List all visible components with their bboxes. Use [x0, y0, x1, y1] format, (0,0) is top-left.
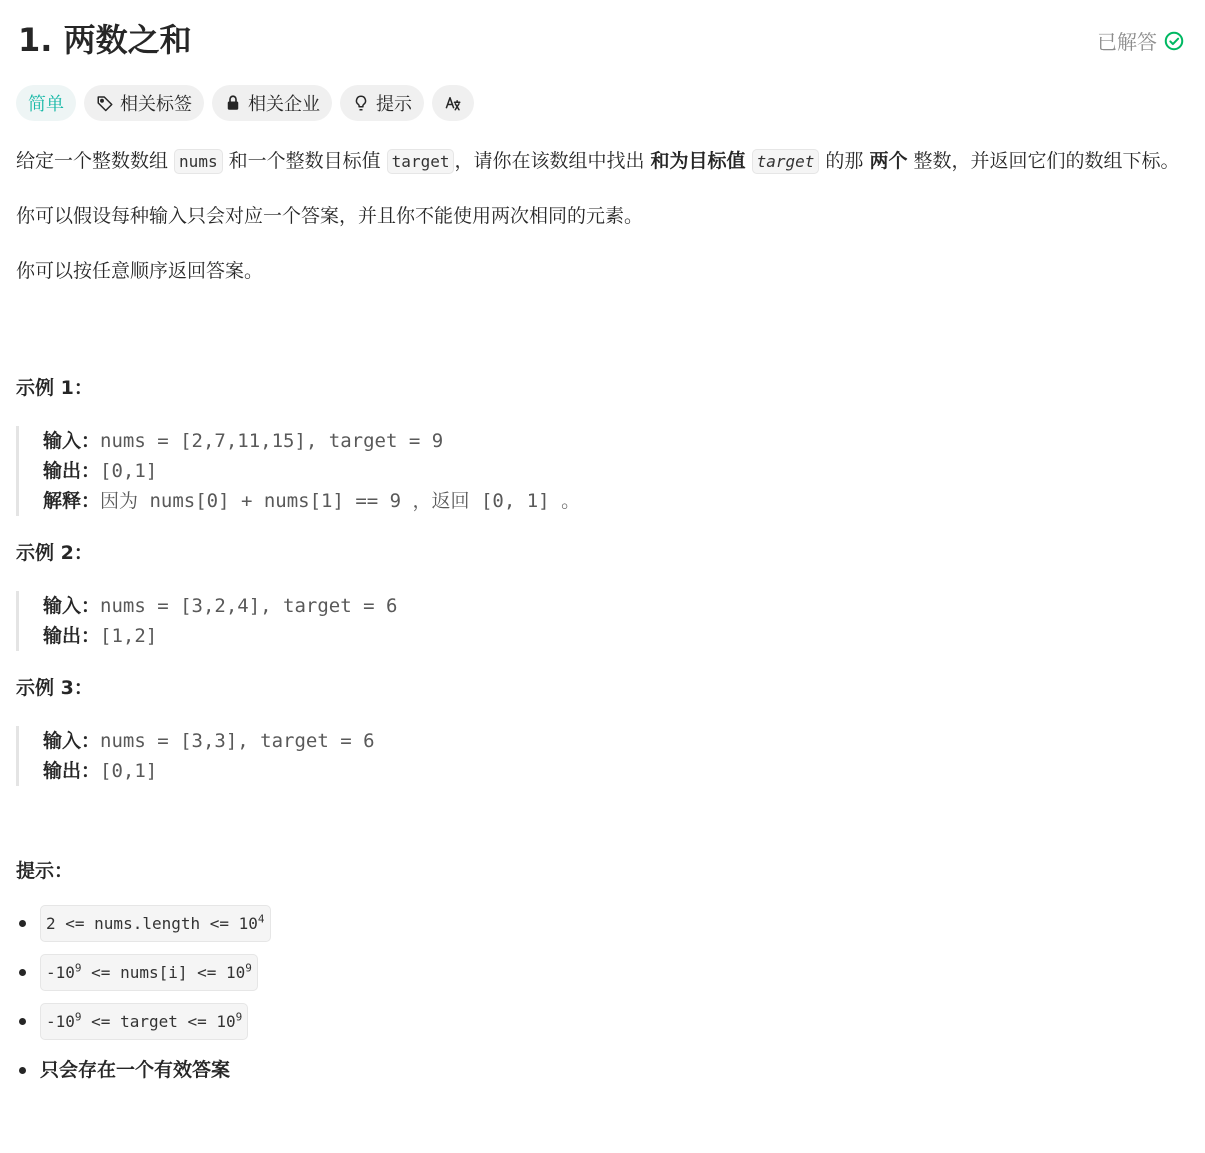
example-explanation-line	[43, 486, 1186, 516]
related-topics-label: 相关标签	[120, 94, 192, 115]
input-label: 输入：	[43, 730, 101, 752]
constraint-code	[40, 905, 271, 942]
input-value: nums = [3,3], target = 6	[100, 730, 375, 752]
code-nums: nums	[174, 149, 223, 174]
related-companies-label: 相关企业	[248, 94, 320, 115]
input-value: nums = [3,2,4], target = 6	[100, 595, 398, 617]
desc-text: 整数，并返回它们的数组下标。	[907, 150, 1180, 172]
input-label: 输入：	[43, 595, 101, 617]
problem-content	[16, 146, 1186, 1103]
input-label: 输入：	[43, 430, 101, 452]
hint-button[interactable]	[340, 85, 424, 121]
example-2	[16, 591, 1186, 651]
explanation-value: 因为 nums[0] + nums[1] == 9 ，返回 [0, 1] 。	[100, 490, 581, 512]
explanation-label: 解释：	[43, 490, 101, 512]
constraint-bold-text: 只会存在一个有效答案	[40, 1059, 231, 1081]
example-input-line	[43, 726, 1186, 756]
translate-icon	[444, 94, 462, 112]
constraint-item	[16, 1054, 1186, 1087]
constraint-text: <= target <= 10	[81, 1012, 236, 1031]
desc-text: 给定一个整数数组	[16, 150, 175, 172]
example-output-line	[43, 456, 1186, 486]
example-1	[16, 426, 1186, 516]
constraint-exponent: 9	[245, 961, 252, 975]
solved-label: 已解答	[1097, 30, 1157, 54]
difficulty-label: 简单	[28, 94, 64, 115]
constraint-code	[40, 954, 258, 991]
code-target: target	[387, 149, 455, 174]
constraint-item	[16, 1005, 1186, 1038]
output-label: 输出：	[43, 625, 101, 647]
output-label: 输出：	[43, 760, 101, 782]
example-1-title: 示例 1：	[16, 377, 93, 399]
example-input-line	[43, 426, 1186, 456]
tag-icon	[96, 94, 114, 112]
constraint-exponent: 9	[74, 1010, 82, 1024]
example-2-title: 示例 2：	[16, 542, 93, 564]
lock-icon	[224, 94, 242, 112]
constraint-item	[16, 907, 1186, 940]
code-target-italic: target	[752, 149, 820, 174]
description-paragraph-1	[16, 146, 1186, 177]
input-value: nums = [2,7,11,15], target = 9	[100, 430, 444, 452]
lightbulb-icon	[352, 94, 370, 112]
related-companies-button[interactable]	[212, 85, 332, 121]
constraints-list	[16, 907, 1186, 1087]
description-paragraph-3: 你可以按任意顺序返回答案。	[16, 260, 264, 282]
title-row	[18, 18, 1187, 62]
desc-bold: 和为目标值	[650, 150, 746, 172]
solved-status	[1097, 26, 1185, 55]
constraint-text: <= nums[i] <= 10	[81, 963, 246, 982]
constraints-title: 提示：	[16, 860, 74, 882]
desc-text: 和一个整数目标值	[222, 150, 387, 172]
hint-label: 提示	[376, 94, 412, 115]
description-paragraph-2: 你可以假设每种输入只会对应一个答案，并且你不能使用两次相同的元素。	[16, 205, 644, 227]
constraint-exponent: 9	[235, 1010, 243, 1024]
constraint-exponent: 9	[74, 961, 82, 975]
problem-title: 1. 两数之和	[18, 21, 192, 59]
example-3-title: 示例 3：	[16, 677, 93, 699]
difficulty-badge[interactable]	[16, 85, 76, 121]
constraint-item	[16, 956, 1186, 989]
desc-text: ，请你在该数组中找出	[454, 150, 651, 172]
related-topics-button[interactable]	[84, 85, 204, 121]
constraint-text: -10	[46, 1012, 75, 1031]
example-3	[16, 726, 1186, 786]
output-value: [0,1]	[100, 460, 158, 482]
constraint-text: 2 <= nums.length <= 10	[46, 914, 258, 933]
constraint-code	[40, 1003, 248, 1040]
constraint-text: -10	[46, 963, 75, 982]
example-output-line	[43, 756, 1186, 786]
tag-bar	[16, 85, 474, 121]
example-input-line	[43, 591, 1186, 621]
desc-text: 的那	[819, 150, 870, 172]
output-label: 输出：	[43, 460, 101, 482]
translate-button[interactable]	[432, 85, 474, 121]
output-value: [1,2]	[100, 625, 158, 647]
example-output-line	[43, 621, 1186, 651]
check-circle-icon	[1163, 30, 1185, 52]
desc-bold: 两个	[869, 150, 908, 172]
output-value: [0,1]	[100, 760, 158, 782]
constraint-exponent: 4	[257, 912, 265, 926]
